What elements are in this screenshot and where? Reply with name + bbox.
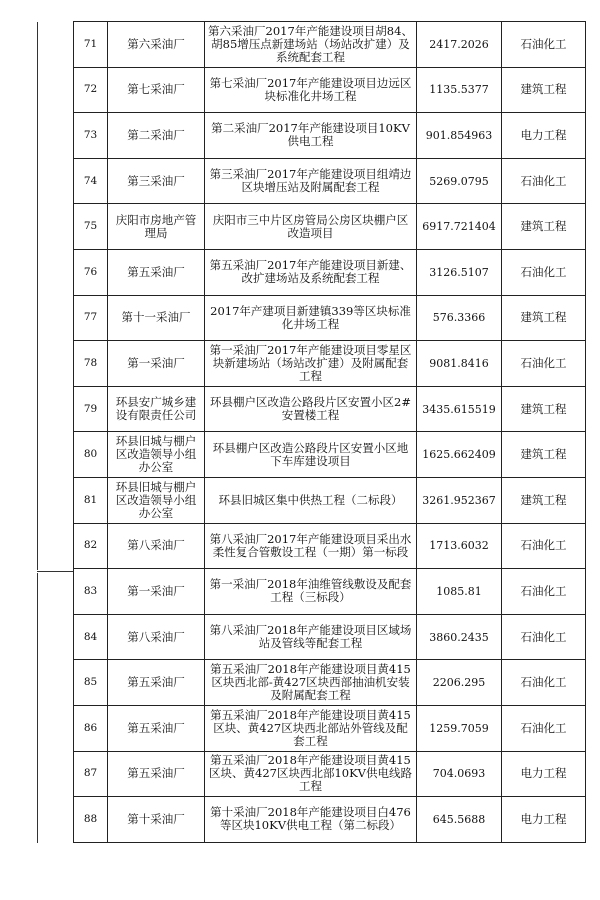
contract-amount-cell: 576.3366 (417, 295, 502, 341)
row-number-cell: 82 (74, 523, 108, 569)
contract-amount-cell: 3435.615519 (417, 386, 502, 432)
construction-unit-cell: 第八采油厂 (108, 614, 205, 660)
contract-amount-cell: 3261.952367 (417, 477, 502, 523)
construction-unit-cell: 第五采油厂 (108, 705, 205, 751)
construction-unit-cell: 第二采油厂 (108, 113, 205, 159)
row-number-cell: 87 (74, 751, 108, 797)
project-name-cell: 环县旧城区集中供热工程（二标段） (205, 477, 417, 523)
project-category-cell: 电力工程 (502, 113, 586, 159)
project-category-cell: 石油化工 (502, 249, 586, 295)
left-margin-line-lower (37, 573, 38, 843)
row-number-cell: 76 (74, 249, 108, 295)
table-row (74, 705, 586, 751)
table-row (74, 614, 586, 660)
table-row (74, 113, 586, 159)
table-row (74, 204, 586, 250)
row-number-cell: 79 (74, 386, 108, 432)
construction-unit-cell: 环县旧城与棚户区改造领导小组办公室 (108, 477, 205, 523)
table-row (74, 569, 586, 615)
project-name-cell: 第五采油厂2018年产能建设项目黄415区块、黄427区块西北部10KV供电线路工程 (205, 751, 417, 797)
project-category-cell: 石油化工 (502, 705, 586, 751)
construction-unit-cell: 环县安广城乡建设有限责任公司 (108, 386, 205, 432)
contract-amount-cell: 1135.5377 (417, 67, 502, 113)
contract-amount-cell: 704.0693 (417, 751, 502, 797)
project-category-cell: 建筑工程 (502, 386, 586, 432)
construction-unit-cell: 第十一采油厂 (108, 295, 205, 341)
project-category-cell: 电力工程 (502, 751, 586, 797)
project-name-cell: 第八采油厂2017年产能建设项目采出水柔性复合管敷设工程（一期）第一标段 (205, 523, 417, 569)
project-name-cell: 第十采油厂2018年产能建设项目白476等区块10KV供电工程（第二标段） (205, 797, 417, 843)
construction-unit-cell: 第六采油厂 (108, 22, 205, 68)
project-category-cell: 建筑工程 (502, 67, 586, 113)
row-number-cell: 88 (74, 797, 108, 843)
project-category-cell: 石油化工 (502, 341, 586, 387)
project-name-cell: 庆阳市三中片区房管局公房区块棚户区改造项目 (205, 204, 417, 250)
table-row (74, 67, 586, 113)
row-number-cell: 73 (74, 113, 108, 159)
construction-unit-cell: 第三采油厂 (108, 158, 205, 204)
contract-amount-cell: 9081.8416 (417, 341, 502, 387)
project-category-cell: 建筑工程 (502, 477, 586, 523)
project-name-cell: 第一采油厂2017年产能建设项目零星区块新建场站（场站改扩建）及附属配套工程 (205, 341, 417, 387)
project-name-cell: 第三采油厂2017年产能建设项目组靖边区块增压站及附属配套工程 (205, 158, 417, 204)
project-name-cell: 环县棚户区改造公路段片区安置小区2#安置楼工程 (205, 386, 417, 432)
row-number-cell: 71 (74, 22, 108, 68)
construction-unit-cell: 第五采油厂 (108, 660, 205, 706)
row-number-cell: 75 (74, 204, 108, 250)
section-divider-tick (37, 571, 73, 572)
construction-unit-cell: 第七采油厂 (108, 67, 205, 113)
row-number-cell: 83 (74, 569, 108, 615)
contract-amount-cell: 2206.295 (417, 660, 502, 706)
project-category-cell: 石油化工 (502, 158, 586, 204)
project-category-cell: 建筑工程 (502, 295, 586, 341)
contract-amount-cell: 901.854963 (417, 113, 502, 159)
row-number-cell: 84 (74, 614, 108, 660)
table-row (74, 477, 586, 523)
contract-amount-cell: 5269.0795 (417, 158, 502, 204)
table-row (74, 22, 586, 68)
project-category-cell: 石油化工 (502, 614, 586, 660)
project-category-cell: 电力工程 (502, 797, 586, 843)
left-margin-line-upper (37, 22, 38, 570)
contract-amount-cell: 645.5688 (417, 797, 502, 843)
construction-unit-cell: 第五采油厂 (108, 249, 205, 295)
project-table-body (74, 22, 586, 843)
construction-unit-cell: 第十采油厂 (108, 797, 205, 843)
table-row (74, 295, 586, 341)
construction-unit-cell: 第五采油厂 (108, 751, 205, 797)
project-category-cell: 建筑工程 (502, 204, 586, 250)
table-row (74, 660, 586, 706)
contract-amount-cell: 6917.721404 (417, 204, 502, 250)
table-row (74, 523, 586, 569)
row-number-cell: 77 (74, 295, 108, 341)
table-row (74, 386, 586, 432)
project-table (73, 21, 586, 843)
table-row (74, 797, 586, 843)
project-name-cell: 第一采油厂2018年油维管线敷设及配套工程（三标段） (205, 569, 417, 615)
project-name-cell: 第五采油厂2018年产能建设项目黄415区块西北部-黄427区块西部抽油机安装及附属配套工程 (205, 660, 417, 706)
row-number-cell: 72 (74, 67, 108, 113)
row-number-cell: 80 (74, 432, 108, 478)
row-number-cell: 81 (74, 477, 108, 523)
project-name-cell: 环县棚户区改造公路段片区安置小区地下车库建设项目 (205, 432, 417, 478)
project-name-cell: 第六采油厂2017年产能建设项目胡84、胡85增压点新建场站（场站改扩建）及系统配套工程 (205, 22, 417, 68)
row-number-cell: 85 (74, 660, 108, 706)
row-number-cell: 78 (74, 341, 108, 387)
project-category-cell: 石油化工 (502, 660, 586, 706)
project-category-cell: 石油化工 (502, 22, 586, 68)
table-row (74, 341, 586, 387)
row-number-cell: 86 (74, 705, 108, 751)
construction-unit-cell: 第八采油厂 (108, 523, 205, 569)
project-category-cell: 石油化工 (502, 569, 586, 615)
project-name-cell: 第五采油厂2017年产能建设项目新建、改扩建场站及系统配套工程 (205, 249, 417, 295)
table-row (74, 158, 586, 204)
table-row (74, 249, 586, 295)
project-name-cell: 第二采油厂2017年产能建设项目10KV供电工程 (205, 113, 417, 159)
project-category-cell: 石油化工 (502, 523, 586, 569)
construction-unit-cell: 环县旧城与棚户区改造领导小组办公室 (108, 432, 205, 478)
table-row (74, 432, 586, 478)
table-row (74, 751, 586, 797)
contract-amount-cell: 1085.81 (417, 569, 502, 615)
project-name-cell: 第八采油厂2018年产能建设项目区域场站及管线等配套工程 (205, 614, 417, 660)
project-name-cell: 2017年产建项目新建镇339等区块标准化井场工程 (205, 295, 417, 341)
contract-amount-cell: 3860.2435 (417, 614, 502, 660)
construction-unit-cell: 第一采油厂 (108, 569, 205, 615)
contract-amount-cell: 1259.7059 (417, 705, 502, 751)
project-name-cell: 第五采油厂2018年产能建设项目黄415区块、黄427区块西北部站外管线及配套工程 (205, 705, 417, 751)
construction-unit-cell: 庆阳市房地产管理局 (108, 204, 205, 250)
contract-amount-cell: 2417.2026 (417, 22, 502, 68)
row-number-cell: 74 (74, 158, 108, 204)
project-category-cell: 建筑工程 (502, 432, 586, 478)
contract-amount-cell: 3126.5107 (417, 249, 502, 295)
project-name-cell: 第七采油厂2017年产能建设项目边远区块标准化井场工程 (205, 67, 417, 113)
contract-amount-cell: 1625.662409 (417, 432, 502, 478)
contract-amount-cell: 1713.6032 (417, 523, 502, 569)
construction-unit-cell: 第一采油厂 (108, 341, 205, 387)
